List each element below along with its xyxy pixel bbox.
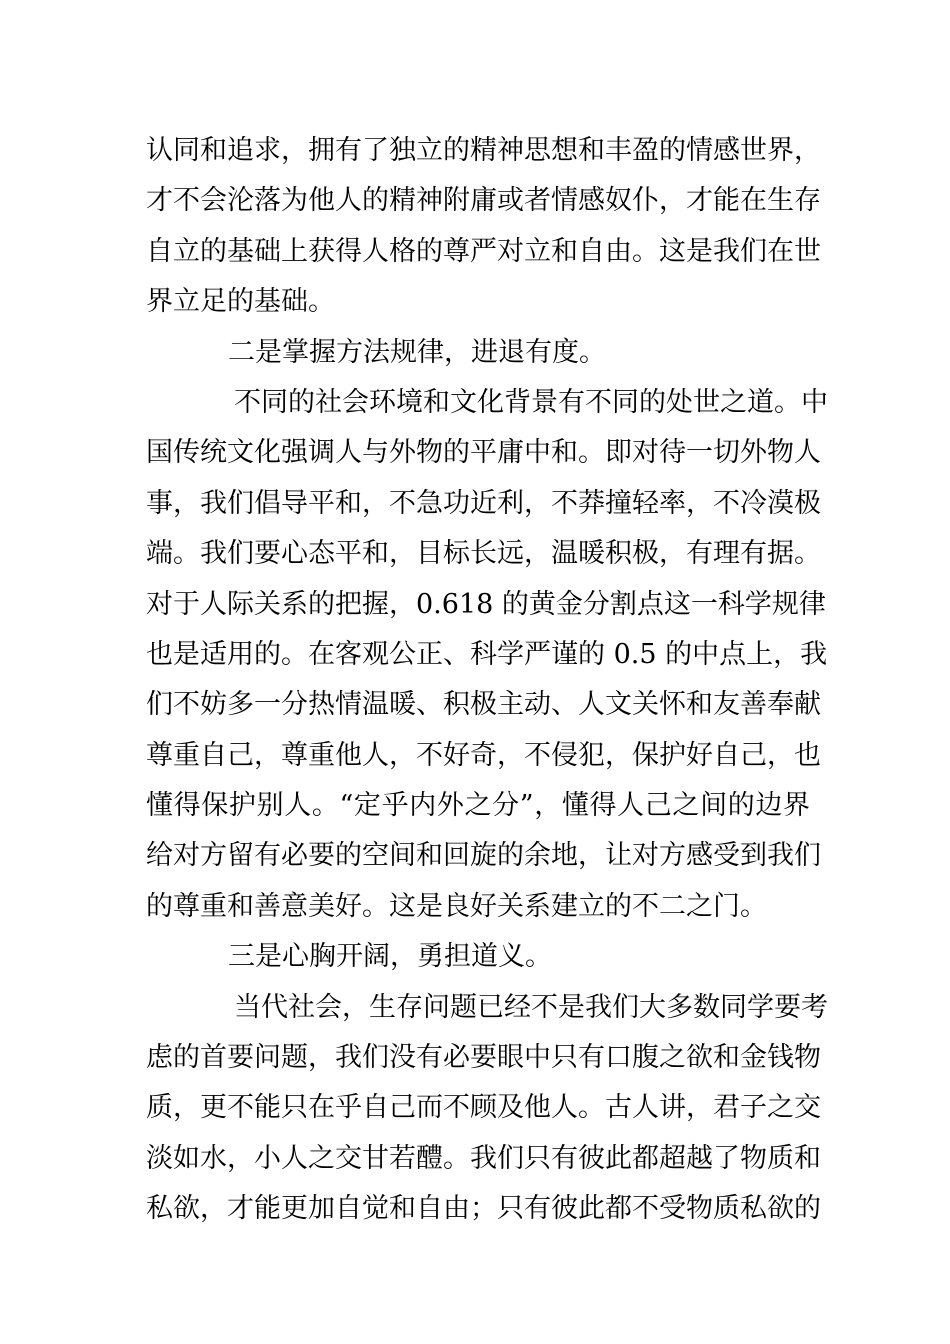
text-line: 当代社会，生存问题已经不是我们大多数同学要考 (234, 991, 828, 1023)
text-line: 虑的首要问题，我们没有必要眼中只有口腹之欲和金钱物 (146, 1042, 821, 1074)
text-line: 质，更不能只在乎自己而不顾及他人。古人讲，君子之交 (146, 1092, 821, 1124)
body-text (146, 126, 828, 1235)
text-line: 国传统文化强调人与外物的平庸中和。即对待一切外物人 (146, 437, 821, 469)
text-line: 端。我们要心态平和，目标长远，温暖积极，有理有据。 (146, 538, 821, 570)
text-line: 不同的社会环境和文化背景有不同的处世之道。中 (234, 386, 828, 418)
section-heading-3: 三是心胸开阔，勇担道义。 (228, 941, 552, 973)
text-line: 懂得保护别人。“定乎内外之分”，懂得人己之间的边界 (146, 790, 810, 822)
text-line: 事，我们倡导平和，不急功近利，不莽撞轻率，不冷漠极 (146, 487, 821, 519)
text-line: 淡如水，小人之交甘若醴。我们只有彼此都超越了物质和 (146, 1142, 821, 1174)
text-line: 才不会沦落为他人的精神附庸或者情感奴仆，才能在生存 (146, 185, 821, 217)
text-line: 的尊重和善意美好。这是良好关系建立的不二之门。 (146, 890, 767, 922)
text-line: 尊重自己，尊重他人，不好奇，不侵犯，保护好自己，也 (146, 739, 821, 771)
text-line: 也是适用的。在客观公正、科学严谨的 0.5 的中点上，我 (146, 638, 828, 670)
text-line: 对于人际关系的把握，0.618 的黄金分割点这一科学规律 (146, 588, 826, 620)
text-line: 界立足的基础。 (146, 286, 335, 318)
section-heading-2: 二是掌握方法规律，进退有度。 (228, 336, 606, 368)
text-line: 给对方留有必要的空间和回旋的余地，让对方感受到我们 (146, 840, 821, 872)
text-line: 们不妨多一分热情温暖、积极主动、人文关怀和友善奉献 (146, 689, 821, 721)
text-line: 私欲，才能更加自觉和自由；只有彼此都不受物质私欲的 (146, 1193, 821, 1225)
text-line: 自立的基础上获得人格的尊严对立和自由。这是我们在世 (146, 235, 821, 267)
text-line: 认同和追求，拥有了独立的精神思想和丰盈的情感世界， (146, 135, 821, 166)
